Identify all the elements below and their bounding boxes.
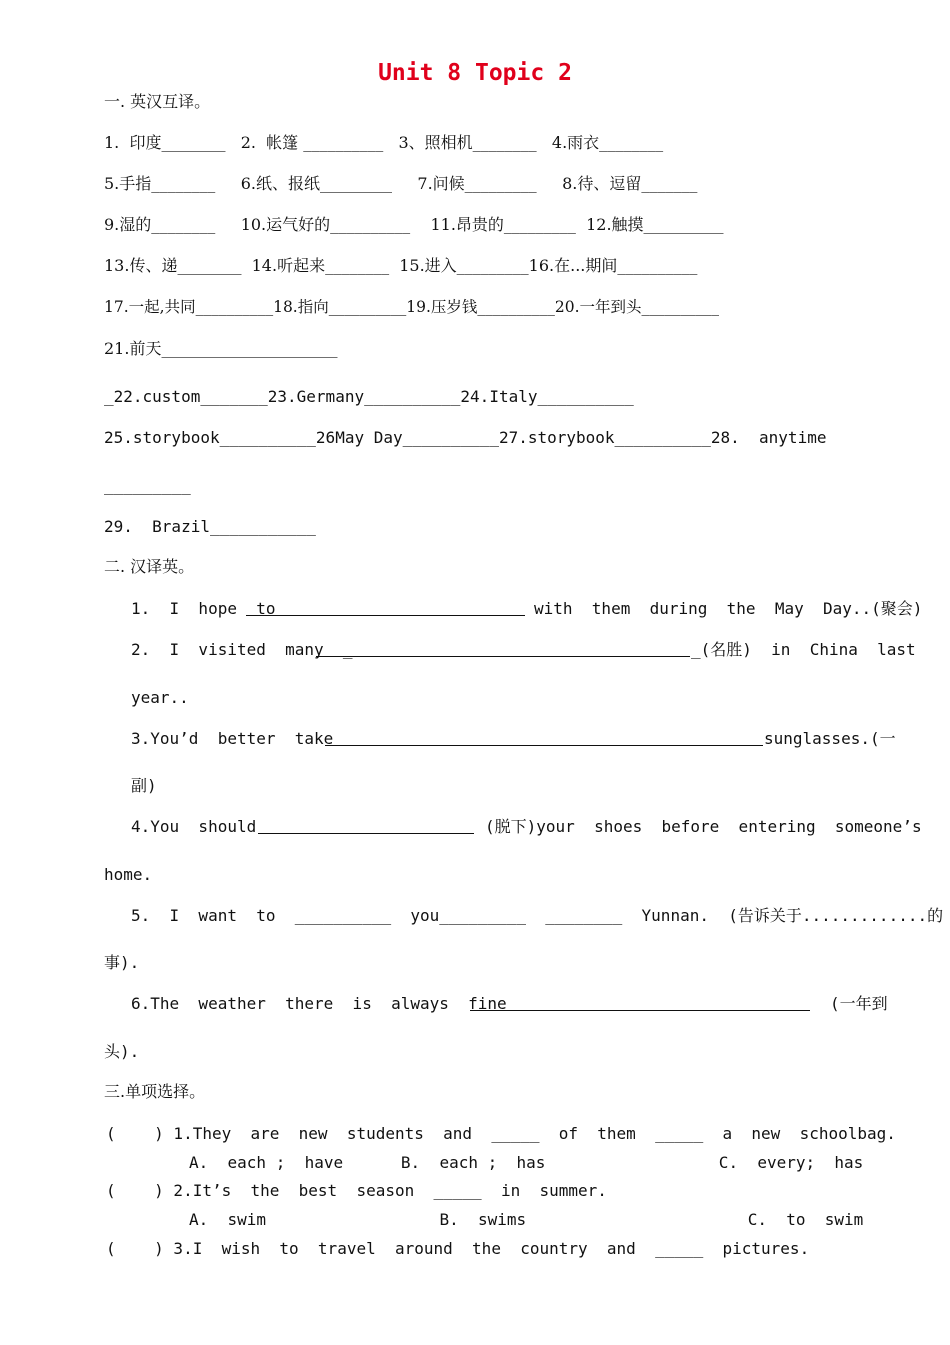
sentence-end: _(名胜) in China last	[691, 640, 916, 659]
exercise-line: 25.storybook__________26May Day__________27.storybook__________28. anytime	[104, 428, 827, 447]
exercise-line: 13.传、递________ 14.听起来________ 15.进入_________16.在...期间__________	[104, 256, 698, 275]
sentence-start: 6.The weather there is always fine	[131, 994, 507, 1013]
sentence-end: (脱下)your shoes before entering someone’s	[485, 817, 922, 836]
sentence-start: 1. I hope to	[131, 599, 276, 618]
sentence-wrap: 头).	[104, 1042, 140, 1061]
exercise-line: 17.一起,共同__________18.指向__________19.压岁钱__________20.一年到头__________	[104, 298, 720, 316]
sentence-end: with them during the May Day..(聚会)	[534, 599, 923, 618]
answer-blank[interactable]	[258, 833, 474, 834]
question-line: ( ) 3.I wish to travel around the country and _____ pictures.	[106, 1239, 810, 1258]
section2-heading: 二. 汉译英。	[104, 557, 195, 576]
sentence-line: 5. I want to __________ you_________ ________ Yunnan. (告诉关于.............的	[131, 906, 944, 925]
options-line: A. each ; have B. each ; has C. every; has	[189, 1153, 864, 1172]
exercise-line: 5.手指________ 6.纸、报纸_________ 7.问候_________ 8.待、逗留_______	[104, 174, 698, 193]
sentence-start: 4.You should	[131, 817, 257, 836]
exercise-line: 29. Brazil___________	[104, 517, 316, 536]
page-title: Unit 8 Topic 2	[378, 60, 572, 86]
sentence-wrap: 事).	[104, 953, 140, 972]
exercise-line: 9.湿的________ 10.运气好的__________ 11.昂贵的_________ 12.触摸__________	[104, 215, 724, 234]
options-line: A. swim B. swims C. to swim	[189, 1210, 864, 1229]
question-line: ( ) 2.It’s the best season _____ in summer.	[106, 1181, 607, 1200]
section3-heading: 三.单项选择。	[104, 1082, 206, 1101]
sentence-wrap: year..	[131, 688, 189, 707]
section1-heading: 一. 英汉互译。	[104, 92, 211, 111]
answer-blank[interactable]	[316, 656, 690, 657]
sentence-start: 3.You’d better take	[131, 729, 334, 748]
answer-blank[interactable]	[325, 745, 763, 746]
answer-blank[interactable]	[470, 1010, 810, 1011]
exercise-line: _22.custom_______23.Germany__________24.Italy__________	[104, 387, 634, 406]
exercise-line: 1. 印度________ 2. 帐篷 __________ 3、照相机________ 4.雨衣________	[104, 133, 664, 152]
sentence-end: sunglasses.(一	[764, 729, 896, 748]
sentence-wrap: home.	[104, 865, 153, 884]
exercise-line: 21.前天______________________	[104, 339, 338, 358]
question-line: ( ) 1.They are new students and _____ of them _____ a new schoolbag.	[106, 1124, 896, 1143]
exercise-line: _________	[104, 476, 191, 495]
sentence-wrap: 副)	[131, 776, 157, 795]
sentence-end: (一年到	[830, 994, 888, 1013]
answer-blank[interactable]	[246, 615, 525, 616]
sentence-start: 2. I visited many _	[131, 640, 353, 659]
